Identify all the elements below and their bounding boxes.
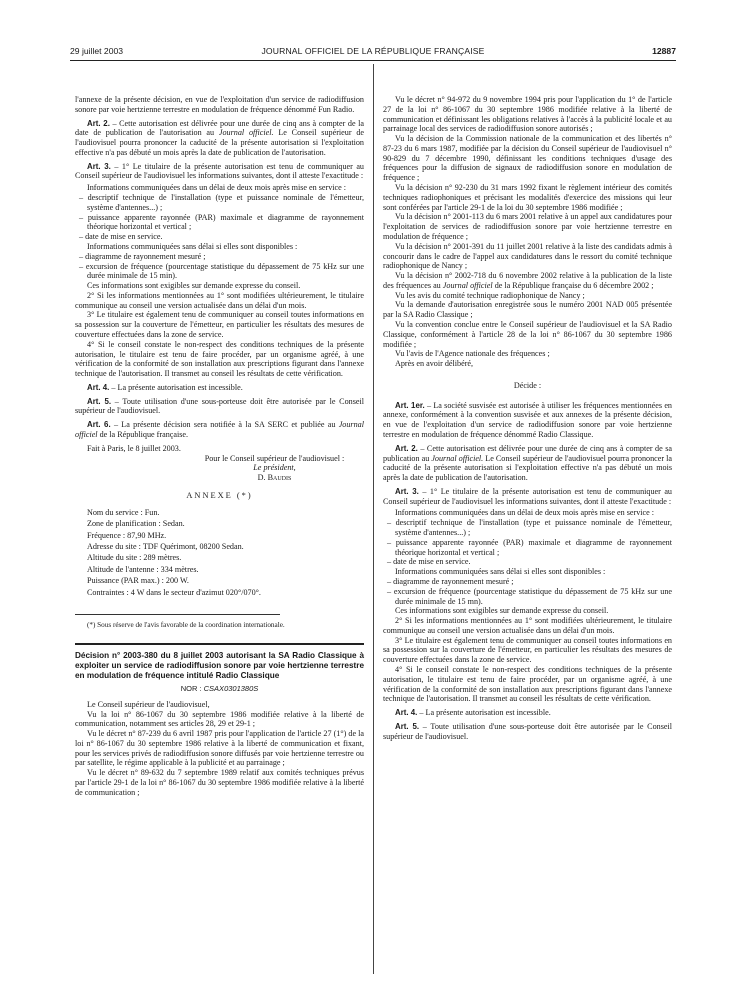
journal-officiel-ref: Journal officiel. <box>431 453 484 463</box>
nor-label: NOR : <box>180 683 204 693</box>
paragraph-3: 3° Le titulaire est également tenu de communiquer au conseil toutes informations en sa possession sur la couverture de l'émetteur, en particulier les résultats des mesures de couverture effectuées dans la zone de service. <box>75 310 364 339</box>
footnote-rule <box>75 614 280 615</box>
list-item: – puissance apparente rayonnée (PAR) maximale et diagramme de rayonnement théorique horizontal et vertical ; <box>387 537 672 557</box>
paragraph-4: 4° Si le conseil constate le non-respect des conditions techniques de la présente autorisation, le titulaire est tenu de faire procéder, par un organisme agréé, à une vérification de la conformité de son installation aux prescriptions figurant dans l'annexe technique de l'autorisation. Il transmet au conseil les résultats de cette vérification. <box>383 664 672 704</box>
article-label: Art. 2. <box>395 443 418 453</box>
info-nodelay-intro: Informations communiquées sans délai si elles sont disponibles : <box>87 241 298 251</box>
article-2 <box>383 444 672 483</box>
paragraph-4: 4° Si le conseil constate le non-respect des conditions techniques de la présente autorisation, le titulaire est tenu de faire procéder, par un organisme agréé, à une vérification de la conformité de son installation aux prescriptions figurant dans l'annexe technique de l'autorisation. Il transmet au conseil les résultats de cette vérification. <box>75 339 364 379</box>
article-label: Art. 3. <box>87 161 111 171</box>
visa <box>383 271 672 291</box>
signature-block <box>187 454 362 483</box>
annex-fields <box>75 507 364 598</box>
conseil-paragraph: Le Conseil supérieur de l'audiovisuel, <box>87 699 210 709</box>
article-label: Art. 4. <box>395 708 418 718</box>
decision-title: Décision n° 2003-380 du 8 juillet 2003 autorisant la SA Radio Classique à exploiter un service de radiodiffusion sonore par voie hertzienne terrestre en modulation de fréquence intitulé Radio Classique <box>75 650 364 680</box>
visa: Vu la loi n° 86-1067 du 30 septembre 1986 modifiée relative à la liberté de communication, notamment ses articles 28, 29 et 29-1 ; <box>75 709 364 729</box>
article-text: Le Conseil supérieur de l'audiovisuel pourra prononcer la caducité de la présente autorisation si l'exploitation effective n'a pas débuté un mois après la date de publication de l'autorisation. <box>75 128 364 157</box>
list-item: – excursion de fréquence (pourcentage statistique du dépassement de 75 kHz sur une durée minimale de 15 min). <box>79 261 364 281</box>
info-delay-intro: Informations communiquées dans un délai de deux mois après mise en service : <box>87 183 347 193</box>
journal-officiel-ref: Journal officiel <box>442 280 493 290</box>
article-text: – La présente décision sera notifiée à la SA SERC et publiée au <box>110 420 339 430</box>
visa: Vu la décision n° 92-230 du 31 mars 1992 fixant le règlement intérieur des comités techniques radiophoniques et précisant les modalités d'exercice des missions qui leur sont conférées par l'article 29-1 de la loi du 30 septembre 1986 modifiée ; <box>383 183 672 212</box>
annex-field: Contraintes : 4 W dans le secteur d'azimut 020°/070°. <box>87 587 261 597</box>
exigibles-paragraph: Ces informations sont exigibles sur demande expresse du conseil. <box>395 606 609 616</box>
article-label: Art. 3. <box>395 486 419 496</box>
signature-name: D. Baudis <box>257 473 292 483</box>
annex-field: Zone de planification : Sedan. <box>87 519 185 529</box>
decision-separator <box>75 643 364 645</box>
page-header <box>70 46 676 60</box>
nor-code: CSAX0301380S <box>203 683 259 693</box>
article-1 <box>383 401 672 440</box>
list-item: – descriptif technique de l'installation (type et puissance nominale de l'émetteur, système d'antennes...) ; <box>79 193 364 212</box>
info-nodelay-intro: Informations communiquées sans délai si elles sont disponibles : <box>395 567 606 577</box>
signature-title: Le président, <box>253 463 296 473</box>
visa-text: Vu la décision n° 2002-718 du 6 novembre 2002 relative à la publication de la liste des fréquences au <box>383 271 672 290</box>
article-text: Le Conseil supérieur de l'audiovisuel pourra prononcer la caducité de la présente autorisation si l'exploitation effective n'a pas débuté un mois après la date de publication de l'autorisation. <box>383 453 672 483</box>
paragraph-2: 2° Si les informations mentionnées au 1° sont modifiées ultérieurement, le titulaire communique au conseil une version actualisée dans un délai d'un mois. <box>383 616 672 635</box>
visa-text: de la République française du 6 décembre 2002 ; <box>492 280 654 290</box>
annex-field: Altitude de l'antenne : 334 mètres. <box>87 564 199 574</box>
annex-title: ANNEXE (*) <box>186 490 253 500</box>
article-3 <box>75 162 364 182</box>
article-label: Art. 4. <box>87 382 110 392</box>
visa: Vu la décision n° 2001-391 du 11 juillet 2001 relative à la liste des candidats admis à concourir dans le cadre de l'appel aux candidatures dans le ressort du comité technique radiophonique de Nancy ; <box>383 241 672 271</box>
annex-field: Fréquence : 87,90 MHz. <box>87 530 167 540</box>
paragraph-2: 2° Si les informations mentionnées au 1° sont modifiées ultérieurement, le titulaire communique au conseil une version actualisée dans un délai d'un mois. <box>75 290 364 310</box>
article-6 <box>75 420 364 440</box>
annex-field: Puissance (PAR max.) : 200 W. <box>87 576 189 586</box>
visa: Vu le décret n° 87-239 du 6 avril 1987 pris pour l'application de l'article 27 (1°) de la loi n° 86-1067 du 30 septembre 1986 relative à la liberté de communication et fixant, pour les services privés de radiodiffusion sonore diffusés par voie hertzienne terrestre ou par satellite, le régime applicable à la publicité et au parrainage ; <box>75 729 364 768</box>
visa: Vu la décision de la Commission nationale de la communication et des libertés n° 87-23 du 6 mars 1987, modifiée par la décision du Conseil supérieur de l'audiovisuel n° 90-829 du 7 décembre 1990, définissant les conditions techniques d'usage des fréquences pour la diffusion de signaux de radiodiffusion sonore en modulation de fréquence ; <box>383 134 672 183</box>
continued-paragraph: l'annexe de la présente décision, en vue de l'exploitation d'un service de radiodiffusion sonore par voie hertzienne terrestre en modulation de fréquence dénommé Fun Radio. <box>75 95 364 114</box>
header-journal-title: JOURNAL OFFICIEL DE LA RÉPUBLIQUE FRANÇAISE <box>261 46 485 56</box>
article-5 <box>383 722 672 742</box>
article-text: – Toute utilisation d'une sous-porteuse doit être autorisée par le Conseil supérieur de l'audiovisuel. <box>383 721 672 741</box>
article-text: – La présente autorisation est incessible. <box>109 382 243 392</box>
list-item: – diagramme de rayonnement mesuré ; <box>79 251 206 261</box>
visa: Vu la convention conclue entre le Conseil supérieur de l'audiovisuel et la SA Radio Classique, conformément à l'article 28 de la loi n° 86-1067 du 30 septembre 1986 modifiée ; <box>383 319 672 349</box>
column-divider <box>373 64 374 974</box>
footnote: (*) Sous réserve de l'avis favorable de la coordination internationale. <box>87 620 285 629</box>
article-text: – Cette autorisation est délivrée pour une durée de cinq ans à compter de la date de publication de l'autorisation au <box>75 118 364 138</box>
apres-delibere: Après en avoir délibéré, <box>395 359 474 369</box>
header-date: 29 juillet 2003 <box>70 46 124 56</box>
annex-field: Altitude du site : 289 mètres. <box>87 553 182 563</box>
list-item: – diagramme de rayonnement mesuré ; <box>387 576 514 586</box>
article-text: de la République française. <box>97 430 189 439</box>
journal-officiel-ref: Journal officiel. <box>218 128 274 138</box>
nor-reference <box>75 684 364 694</box>
visa: Vu les avis du comité technique radiophonique de Nancy ; <box>395 290 585 300</box>
article-5 <box>75 397 364 417</box>
article-text: – 1° Le titulaire de la présente autorisation est tenu de communiquer au Conseil supérieur de l'audiovisuel les informations suivantes, dont il atteste l'exactitude : <box>383 486 672 506</box>
article-2 <box>75 119 364 158</box>
article-text: – Cette autorisation est délivrée pour une durée de cinq ans à compter de sa publication au <box>383 443 672 463</box>
visa: Vu la décision n° 2001-113 du 6 mars 2001 relative à un appel aux candidatures pour l'exploitation de services de radiodiffusion sonore par voie hertzienne terrestre en modulation de fréquence ; <box>383 212 672 241</box>
list-item: – date de mise en service. <box>79 232 163 242</box>
article-label: Art. 5. <box>395 721 420 731</box>
header-page-number: 12887 <box>652 46 676 56</box>
article-label: Art. 2. <box>87 118 110 128</box>
journal-officiel-ref: Journal officiel <box>75 420 364 439</box>
article-label: Art. 6. <box>87 420 111 430</box>
article-4 <box>75 383 364 393</box>
signature-pour: Pour le Conseil supérieur de l'audiovisuel : <box>204 453 345 463</box>
annex-field: Nom du service : Fun. <box>87 507 160 517</box>
article-text: – Toute utilisation d'une sous-porteuse doit être autorisée par le Conseil supérieur de l'audiovisuel. <box>75 396 364 416</box>
article-label: Art. 1er. <box>395 400 425 410</box>
article-4 <box>383 708 672 718</box>
list-item: – puissance apparente rayonnée (PAR) maximale et diagramme de rayonnement théorique horizontal et vertical ; <box>79 212 364 232</box>
fait-a-paris: Fait à Paris, le 8 juillet 2003. <box>87 443 181 453</box>
article-text: – La présente autorisation est incessible. <box>417 708 551 718</box>
visa: Vu la demande d'autorisation enregistrée sous le numéro 2001 NAD 005 présentée par la SA Radio Classique ; <box>383 300 672 320</box>
annex-field: Adresse du site : TDF Quérimont, 08200 Sedan. <box>87 541 244 551</box>
visa: Vu le décret n° 94-972 du 9 novembre 1994 pris pour l'application du 1° de l'article 27 de la loi n° 86-1067 du 30 septembre 1986 modifiée relative à la liberté de communication et définissant les obligations relatives à l'accès à la publicité locale et au parrainage local des services de radiodiffusion sonore autorisés ; <box>383 95 672 134</box>
visa: Vu l'avis de l'Agence nationale des fréquences ; <box>395 349 550 359</box>
right-column <box>383 95 672 741</box>
article-text: – La société susvisée est autorisée à utiliser les fréquences mentionnées en annexe, conformément à la convention susvisée et aux annexes de la présente décision, en vue de l'exploitation d'un service de radiodiffusion sonore par voie hertzienne terrestre en modulation de fréquence dénommé Radio Classique. <box>383 400 672 439</box>
left-column <box>75 95 364 798</box>
list-item: – excursion de fréquence (pourcentage statistique du dépassement de 75 kHz sur une durée minimale de 15 mn). <box>387 586 672 606</box>
list-item: – descriptif technique de l'installation (type et puissance nominale de l'émetteur, système d'antennes...) ; <box>387 518 672 538</box>
article-text: – 1° Le titulaire de la présente autorisation est tenu de communiquer au Conseil supérieur de l'audiovisuel les informations suivantes, dont il atteste l'exactitude : <box>75 161 364 181</box>
article-3 <box>383 487 672 507</box>
visa: Vu le décret n° 89-632 du 7 septembre 1989 relatif aux comités techniques prévus par l'article 29-1 de la loi n° 86-1067 du 30 septembre 1986 modifiée relative à la liberté de communication ; <box>75 768 364 797</box>
exigibles-paragraph: Ces informations sont exigibles sur demande expresse du conseil. <box>87 281 301 291</box>
list-item: – date de mise en service. <box>387 557 471 567</box>
paragraph-3: 3° Le titulaire est également tenu de communiquer au conseil toutes informations en sa possession sur la couverture de l'émetteur, en particulier les résultats des mesures de couverture effectuées dans la zone de service. <box>383 635 672 665</box>
decide-heading: Décide : <box>513 380 542 390</box>
info-delay-intro: Informations communiquées dans un délai de deux mois après mise en service : <box>395 508 655 518</box>
header-rule <box>70 60 676 61</box>
article-label: Art. 5. <box>87 396 112 406</box>
